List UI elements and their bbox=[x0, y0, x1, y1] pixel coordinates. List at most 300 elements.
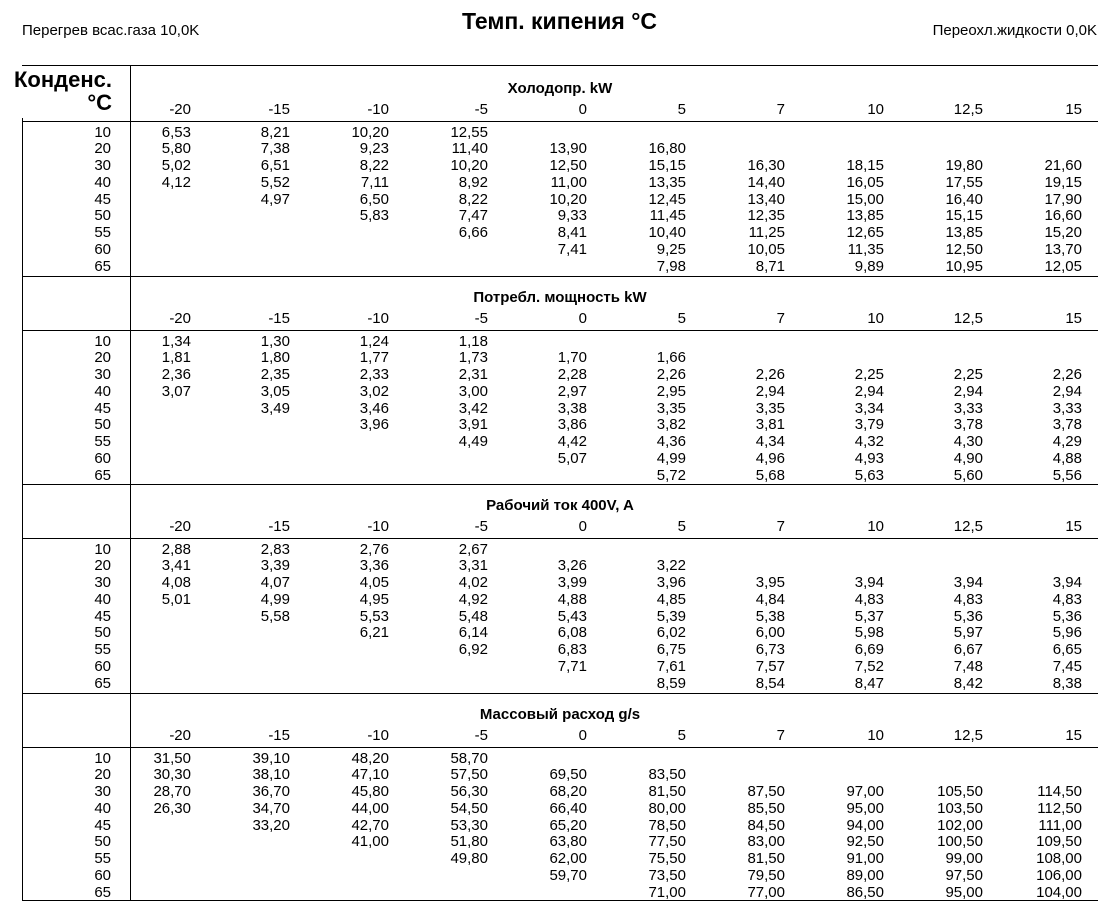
value-cell: 34,70 bbox=[252, 799, 290, 817]
value-cell bbox=[130, 259, 191, 276]
condensing-temp-cell: 30 bbox=[94, 366, 111, 383]
table-row bbox=[22, 141, 1082, 158]
value-cell: 6,83 bbox=[557, 641, 587, 658]
value-cell: 79,50 bbox=[747, 866, 785, 884]
value-cell: 8,54 bbox=[755, 674, 785, 692]
value-cell: 11,40 bbox=[451, 140, 488, 158]
column-header-cell: -5 bbox=[474, 727, 488, 744]
condensing-temp-cell: 45 bbox=[94, 190, 111, 208]
table-row bbox=[22, 751, 1082, 768]
table-body bbox=[22, 542, 1082, 693]
table-row bbox=[22, 784, 1082, 801]
value-cell bbox=[290, 259, 389, 276]
column-header-row bbox=[22, 518, 1082, 536]
value-cell bbox=[191, 225, 290, 242]
column-header-cell: -15 bbox=[268, 310, 290, 327]
value-cell: 45,80 bbox=[351, 783, 389, 800]
value-cell: 10,95 bbox=[945, 257, 983, 275]
value-cell: 3,94 bbox=[1052, 574, 1082, 591]
value-cell: 6,73 bbox=[755, 641, 785, 658]
value-cell: 3,78 bbox=[1052, 416, 1082, 434]
table-row bbox=[22, 575, 1082, 592]
value-cell bbox=[686, 767, 785, 784]
condensing-temp-cell: 45 bbox=[94, 816, 111, 834]
condensing-temp-cell: 50 bbox=[94, 207, 111, 225]
value-cell: 3,41 bbox=[161, 557, 191, 575]
value-cell: 2,94 bbox=[755, 382, 785, 400]
value-cell: 6,50 bbox=[359, 190, 389, 208]
value-cell bbox=[290, 885, 389, 902]
column-header-cell: -10 bbox=[367, 518, 389, 535]
value-cell: 83,50 bbox=[648, 766, 686, 784]
condensing-temp-cell: 40 bbox=[94, 799, 111, 817]
condensing-temp-cell: 20 bbox=[94, 349, 111, 367]
column-header-cell: 0 bbox=[578, 727, 587, 744]
table-row bbox=[22, 384, 1082, 401]
value-cell: 7,41 bbox=[557, 240, 587, 258]
table-column-divider bbox=[130, 65, 131, 900]
value-cell: 3,31 bbox=[458, 557, 488, 575]
value-cell: 7,71 bbox=[557, 657, 587, 675]
header-divider bbox=[22, 538, 1098, 539]
value-cell: 77,00 bbox=[747, 883, 785, 901]
value-cell bbox=[130, 625, 191, 642]
value-cell: 1,18 bbox=[458, 332, 488, 350]
column-header-cell: 5 bbox=[677, 727, 686, 744]
value-cell: 6,75 bbox=[656, 641, 686, 658]
value-cell: 3,00 bbox=[458, 382, 488, 400]
value-cell: 5,36 bbox=[1052, 607, 1082, 625]
value-cell: 8,41 bbox=[557, 224, 587, 241]
value-cell bbox=[587, 751, 686, 768]
value-cell: 5,48 bbox=[458, 607, 488, 625]
value-cell: 81,50 bbox=[648, 783, 686, 800]
column-header-cell: 12,5 bbox=[953, 101, 983, 118]
value-cell: 16,40 bbox=[945, 190, 983, 208]
value-cell bbox=[488, 676, 587, 693]
condensing-temp-cell: 30 bbox=[94, 574, 111, 591]
value-cell: 17,55 bbox=[945, 173, 983, 191]
value-cell bbox=[130, 451, 191, 468]
table-row bbox=[22, 242, 1082, 259]
value-cell: 92,50 bbox=[846, 833, 884, 851]
value-cell bbox=[130, 642, 191, 659]
column-header-row bbox=[22, 727, 1082, 745]
table-body bbox=[22, 334, 1082, 485]
value-cell: 2,88 bbox=[161, 540, 191, 558]
value-cell: 2,94 bbox=[1052, 382, 1082, 400]
column-header-cell: 12,5 bbox=[953, 310, 983, 327]
column-header-cell: -10 bbox=[367, 727, 389, 744]
condensing-temp-cell: 40 bbox=[94, 590, 111, 608]
value-cell: 3,46 bbox=[359, 399, 389, 417]
value-cell bbox=[785, 542, 884, 559]
condensing-temp-cell: 65 bbox=[94, 257, 111, 275]
value-cell bbox=[290, 242, 389, 259]
value-cell: 5,60 bbox=[953, 466, 983, 484]
value-cell: 89,00 bbox=[846, 866, 884, 884]
value-cell: 6,51 bbox=[260, 157, 290, 174]
value-cell bbox=[785, 125, 884, 142]
table-row bbox=[22, 208, 1082, 225]
value-cell: 1,66 bbox=[656, 349, 686, 367]
column-header-cell: -5 bbox=[474, 518, 488, 535]
condensing-temp-cell: 45 bbox=[94, 607, 111, 625]
value-cell: 59,70 bbox=[549, 866, 587, 884]
value-cell: 5,01 bbox=[161, 590, 191, 608]
column-header-cell: 5 bbox=[677, 518, 686, 535]
table-row bbox=[22, 767, 1082, 784]
value-cell: 3,02 bbox=[359, 382, 389, 400]
value-cell: 7,38 bbox=[260, 140, 290, 158]
value-cell: 5,02 bbox=[161, 157, 191, 174]
table-row bbox=[22, 192, 1082, 209]
value-cell: 77,50 bbox=[648, 833, 686, 851]
table-row bbox=[22, 350, 1082, 367]
value-cell: 7,61 bbox=[656, 657, 686, 675]
value-cell: 10,05 bbox=[747, 240, 785, 258]
value-cell: 3,38 bbox=[557, 399, 587, 417]
value-cell bbox=[983, 767, 1082, 784]
value-cell: 15,15 bbox=[945, 207, 983, 225]
table-row bbox=[22, 868, 1082, 885]
value-cell bbox=[587, 542, 686, 559]
value-cell bbox=[983, 350, 1082, 367]
value-cell: 2,36 bbox=[161, 366, 191, 383]
section-current-400v bbox=[22, 484, 1098, 693]
column-header-cell: -20 bbox=[169, 310, 191, 327]
table-row bbox=[22, 367, 1082, 384]
value-cell: 66,40 bbox=[549, 799, 587, 817]
value-cell bbox=[983, 558, 1082, 575]
value-cell bbox=[785, 767, 884, 784]
value-cell: 11,25 bbox=[748, 224, 785, 241]
value-cell bbox=[191, 868, 290, 885]
value-cell: 7,48 bbox=[953, 657, 983, 675]
value-cell bbox=[488, 542, 587, 559]
value-cell: 100,50 bbox=[937, 833, 983, 851]
condensing-temp-cell: 45 bbox=[94, 399, 111, 417]
column-header-cell: 7 bbox=[776, 727, 785, 744]
value-cell: 16,05 bbox=[846, 173, 884, 191]
column-header-cell: 15 bbox=[1065, 518, 1082, 535]
header-divider bbox=[22, 747, 1098, 748]
value-cell bbox=[130, 401, 191, 418]
section-power-input bbox=[22, 276, 1098, 484]
value-cell: 6,00 bbox=[755, 624, 785, 642]
value-cell: 16,60 bbox=[1044, 207, 1082, 225]
value-cell: 5,58 bbox=[260, 607, 290, 625]
header-divider bbox=[22, 330, 1098, 331]
value-cell: 18,15 bbox=[846, 157, 884, 174]
value-cell: 10,20 bbox=[450, 157, 488, 174]
value-cell: 86,50 bbox=[846, 883, 884, 901]
value-cell: 87,50 bbox=[747, 783, 785, 800]
column-header-cell: 10 bbox=[867, 727, 884, 744]
value-cell: 3,35 bbox=[656, 399, 686, 417]
table-row bbox=[22, 434, 1082, 451]
value-cell: 1,34 bbox=[161, 332, 191, 350]
value-cell: 5,43 bbox=[557, 607, 587, 625]
column-header-cell: 10 bbox=[867, 518, 884, 535]
value-cell: 12,45 bbox=[648, 190, 686, 208]
value-cell: 2,28 bbox=[557, 366, 587, 383]
value-cell bbox=[488, 885, 587, 902]
value-cell: 3,35 bbox=[755, 399, 785, 417]
value-cell bbox=[191, 468, 290, 485]
table-body bbox=[22, 751, 1082, 902]
value-cell: 4,99 bbox=[656, 449, 686, 467]
value-cell: 4,05 bbox=[359, 574, 389, 591]
value-cell: 4,42 bbox=[557, 433, 587, 450]
value-cell: 114,50 bbox=[1037, 783, 1082, 800]
value-cell: 12,50 bbox=[549, 157, 587, 174]
table-row bbox=[22, 659, 1082, 676]
value-cell: 7,47 bbox=[458, 207, 488, 225]
value-cell: 8,71 bbox=[755, 257, 785, 275]
value-cell bbox=[686, 125, 785, 142]
value-cell: 3,33 bbox=[953, 399, 983, 417]
value-cell bbox=[130, 192, 191, 209]
value-cell: 84,50 bbox=[747, 816, 785, 834]
value-cell: 3,96 bbox=[656, 574, 686, 591]
value-cell: 4,32 bbox=[854, 433, 884, 450]
value-cell: 4,99 bbox=[260, 590, 290, 608]
table-row bbox=[22, 676, 1082, 693]
value-cell: 3,82 bbox=[656, 416, 686, 434]
value-cell: 5,98 bbox=[854, 624, 884, 642]
table-row bbox=[22, 125, 1082, 142]
value-cell: 5,97 bbox=[953, 624, 983, 642]
value-cell: 26,30 bbox=[153, 799, 191, 817]
header-spacer bbox=[22, 518, 130, 536]
value-cell: 28,70 bbox=[153, 783, 191, 800]
value-cell bbox=[130, 609, 191, 626]
value-cell: 1,24 bbox=[359, 332, 389, 350]
value-cell: 3,81 bbox=[755, 416, 785, 434]
column-header-cell: 5 bbox=[677, 310, 686, 327]
value-cell bbox=[686, 141, 785, 158]
table-body bbox=[22, 125, 1082, 276]
value-cell: 1,81 bbox=[161, 349, 191, 367]
table-row bbox=[22, 592, 1082, 609]
value-cell: 81,50 bbox=[747, 850, 785, 867]
value-cell bbox=[191, 259, 290, 276]
value-cell: 3,07 bbox=[161, 382, 191, 400]
value-cell: 4,97 bbox=[260, 190, 290, 208]
value-cell: 7,11 bbox=[360, 173, 389, 191]
value-cell bbox=[488, 259, 587, 276]
value-cell bbox=[884, 125, 983, 142]
value-cell: 12,65 bbox=[846, 224, 884, 241]
value-cell: 10,40 bbox=[648, 224, 686, 241]
value-cell: 11,45 bbox=[649, 207, 686, 225]
value-cell bbox=[884, 334, 983, 351]
value-cell: 105,50 bbox=[937, 783, 983, 800]
table-row bbox=[22, 401, 1082, 418]
value-cell bbox=[290, 676, 389, 693]
condensing-temp-cell: 40 bbox=[94, 173, 111, 191]
value-cell: 3,33 bbox=[1052, 399, 1082, 417]
value-cell: 13,35 bbox=[648, 173, 686, 191]
value-cell: 2,95 bbox=[656, 382, 686, 400]
value-cell: 4,83 bbox=[854, 590, 884, 608]
value-cell: 94,00 bbox=[846, 816, 884, 834]
column-header-cell: -15 bbox=[268, 518, 290, 535]
value-cell bbox=[488, 125, 587, 142]
value-cell: 3,22 bbox=[656, 557, 686, 575]
value-cell bbox=[686, 558, 785, 575]
value-cell: 8,22 bbox=[359, 157, 389, 174]
condensing-temp-cell: 60 bbox=[94, 449, 111, 467]
value-cell: 13,85 bbox=[945, 224, 983, 241]
value-cell: 62,00 bbox=[549, 850, 587, 867]
value-cell: 83,00 bbox=[747, 833, 785, 851]
value-cell: 3,39 bbox=[260, 557, 290, 575]
value-cell bbox=[130, 834, 191, 851]
value-cell: 4,83 bbox=[1052, 590, 1082, 608]
value-cell: 13,40 bbox=[747, 190, 785, 208]
value-cell: 6,66 bbox=[458, 224, 488, 241]
value-cell: 6,21 bbox=[359, 624, 389, 642]
value-cell: 4,02 bbox=[458, 574, 488, 591]
value-cell: 16,80 bbox=[648, 140, 686, 158]
condensing-temp-cell: 55 bbox=[94, 641, 111, 658]
table-row bbox=[22, 417, 1082, 434]
value-cell: 5,72 bbox=[656, 466, 686, 484]
condensing-temp-cell: 50 bbox=[94, 833, 111, 851]
value-cell: 42,70 bbox=[351, 816, 389, 834]
table-row bbox=[22, 818, 1082, 835]
value-cell: 112,50 bbox=[1037, 799, 1082, 817]
value-cell bbox=[785, 350, 884, 367]
value-cell bbox=[130, 659, 191, 676]
value-cell: 2,76 bbox=[359, 540, 389, 558]
column-header-cell: -10 bbox=[367, 310, 389, 327]
value-cell bbox=[389, 676, 488, 693]
value-cell: 3,94 bbox=[953, 574, 983, 591]
column-header-cell: -20 bbox=[169, 727, 191, 744]
value-cell: 5,96 bbox=[1052, 624, 1082, 642]
value-cell: 4,49 bbox=[458, 433, 488, 450]
value-cell: 2,25 bbox=[953, 366, 983, 383]
value-cell: 33,20 bbox=[252, 816, 290, 834]
value-cell bbox=[191, 642, 290, 659]
value-cell bbox=[983, 125, 1082, 142]
value-cell: 13,70 bbox=[1044, 240, 1082, 258]
value-cell: 8,38 bbox=[1052, 674, 1082, 692]
value-cell bbox=[389, 868, 488, 885]
value-cell: 1,30 bbox=[260, 332, 290, 350]
column-header-cell: 10 bbox=[867, 310, 884, 327]
value-cell bbox=[884, 751, 983, 768]
value-cell bbox=[130, 242, 191, 259]
value-cell: 1,70 bbox=[557, 349, 587, 367]
value-cell: 5,68 bbox=[755, 466, 785, 484]
value-cell: 12,05 bbox=[1044, 257, 1082, 275]
value-cell: 4,88 bbox=[557, 590, 587, 608]
value-cell: 16,30 bbox=[747, 157, 785, 174]
condensing-header-label: Конденс. bbox=[14, 67, 112, 92]
table-row bbox=[22, 334, 1082, 351]
value-cell: 5,56 bbox=[1052, 466, 1082, 484]
value-cell: 19,80 bbox=[945, 157, 983, 174]
table-row bbox=[22, 468, 1082, 485]
column-header-cell: -5 bbox=[474, 101, 488, 118]
value-cell: 95,00 bbox=[945, 883, 983, 901]
value-cell: 15,00 bbox=[846, 190, 884, 208]
condensing-temp-cell: 50 bbox=[94, 416, 111, 434]
value-cell: 8,21 bbox=[260, 123, 290, 141]
value-cell: 8,59 bbox=[656, 674, 686, 692]
value-cell: 9,23 bbox=[359, 140, 389, 158]
value-cell: 4,90 bbox=[953, 449, 983, 467]
value-cell: 4,93 bbox=[854, 449, 884, 467]
column-header-cell: -15 bbox=[268, 727, 290, 744]
value-cell bbox=[488, 334, 587, 351]
table-row bbox=[22, 834, 1082, 851]
value-cell: 2,97 bbox=[557, 382, 587, 400]
value-cell bbox=[191, 659, 290, 676]
value-cell: 8,42 bbox=[953, 674, 983, 692]
value-cell bbox=[290, 225, 389, 242]
value-cell: 4,96 bbox=[755, 449, 785, 467]
value-cell: 75,50 bbox=[648, 850, 686, 867]
value-cell bbox=[389, 468, 488, 485]
value-cell: 3,95 bbox=[755, 574, 785, 591]
value-cell bbox=[191, 208, 290, 225]
column-header-cell: -15 bbox=[268, 101, 290, 118]
value-cell: 5,39 bbox=[656, 607, 686, 625]
value-cell bbox=[191, 242, 290, 259]
value-cell bbox=[785, 558, 884, 575]
value-cell: 9,25 bbox=[656, 240, 686, 258]
value-cell: 3,96 bbox=[359, 416, 389, 434]
value-cell: 3,91 bbox=[458, 416, 488, 434]
value-cell: 4,85 bbox=[656, 590, 686, 608]
value-cell: 3,79 bbox=[854, 416, 884, 434]
value-cell: 15,15 bbox=[648, 157, 686, 174]
value-cell: 47,10 bbox=[351, 766, 389, 784]
value-cell: 11,00 bbox=[550, 173, 587, 191]
value-cell bbox=[130, 676, 191, 693]
value-cell bbox=[884, 542, 983, 559]
table-row bbox=[22, 158, 1082, 175]
value-cell: 102,00 bbox=[937, 816, 983, 834]
value-cell: 38,10 bbox=[252, 766, 290, 784]
table-row bbox=[22, 225, 1082, 242]
header-spacer bbox=[22, 101, 130, 119]
value-cell bbox=[686, 350, 785, 367]
table-row bbox=[22, 542, 1082, 559]
value-cell: 3,34 bbox=[854, 399, 884, 417]
value-cell: 78,50 bbox=[648, 816, 686, 834]
value-cell: 44,00 bbox=[351, 799, 389, 817]
condensing-temp-cell: 10 bbox=[94, 332, 111, 350]
value-cell: 8,92 bbox=[458, 173, 488, 191]
table-row bbox=[22, 175, 1082, 192]
table-row bbox=[22, 801, 1082, 818]
value-cell: 5,63 bbox=[854, 466, 884, 484]
value-cell: 9,33 bbox=[557, 207, 587, 225]
value-cell: 2,94 bbox=[854, 382, 884, 400]
condensing-temp-cell: 30 bbox=[94, 157, 111, 174]
value-cell: 12,50 bbox=[945, 240, 983, 258]
value-cell: 5,36 bbox=[953, 607, 983, 625]
value-cell: 2,26 bbox=[656, 366, 686, 383]
value-cell: 73,50 bbox=[648, 866, 686, 884]
value-cell: 63,80 bbox=[549, 833, 587, 851]
